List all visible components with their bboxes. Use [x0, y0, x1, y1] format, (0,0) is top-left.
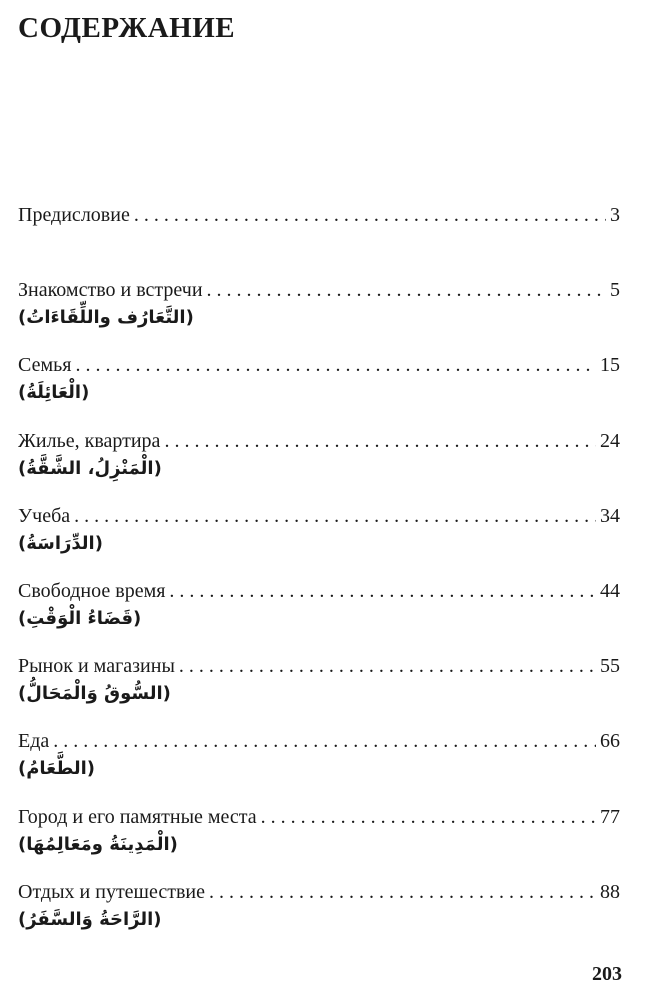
toc-entry-title: Семья [18, 354, 72, 377]
toc-entry-title: Жилье, квартира [18, 429, 161, 452]
toc-line [18, 202, 620, 228]
dot-leader [53, 728, 596, 754]
dot-leader [179, 653, 596, 679]
toc-line [18, 428, 620, 454]
toc-entry-page: 24 [600, 429, 620, 452]
toc-line [18, 578, 620, 604]
toc-entry-arabic-title: (قَضَاءُ الْوَقْتِ) [18, 607, 142, 629]
toc-line [18, 879, 620, 905]
page-title: СОДЕРЖАНИЕ [18, 12, 236, 44]
toc-line [18, 728, 620, 754]
toc-line [18, 277, 620, 303]
toc-entry-arabic-title: (الرَّاحَةُ وَالسَّفَرُ) [18, 908, 162, 930]
toc-entry[interactable] [18, 879, 620, 954]
toc-entry-title: Знакомство и встречи [18, 279, 203, 302]
toc-line [18, 503, 620, 529]
dot-leader [169, 578, 596, 604]
toc-entry[interactable] [18, 804, 620, 879]
toc-entry-title: Предисловие [18, 204, 130, 226]
dot-leader [74, 503, 596, 529]
toc-entry-page: 15 [600, 354, 620, 377]
toc-entry[interactable] [18, 653, 620, 728]
toc-entry-arabic-title: (الْمَنْزِلُ، الشَّقَّةُ) [18, 457, 162, 479]
toc-entry-arabic-title: (الْمَدِينَةُ ومَعَالِمُهَا) [18, 833, 178, 855]
toc-entry-arabic-title: (الدِّرَاسَةُ) [18, 532, 103, 554]
toc-line [18, 653, 620, 679]
dot-leader [75, 352, 596, 378]
toc-entry-title: Еда [18, 730, 50, 753]
dot-leader [134, 202, 606, 228]
toc-line [18, 804, 620, 830]
dot-leader [164, 428, 596, 454]
toc-entry[interactable] [18, 277, 620, 352]
toc-entry-page: 88 [600, 880, 620, 903]
toc-entry[interactable] [18, 428, 620, 503]
toc-entry-arabic-title: (الطَّعَامُ) [18, 758, 96, 780]
dot-leader [209, 879, 596, 905]
toc-entry[interactable] [18, 578, 620, 653]
toc-entry-page: 77 [600, 805, 620, 828]
page-number: 203 [592, 963, 622, 985]
toc-entry[interactable] [18, 202, 620, 277]
toc-entry-page: 3 [610, 204, 620, 226]
toc-entry-arabic-title: (الْعَائِلَةُ) [18, 382, 90, 404]
toc-entry-title: Город и его памятные места [18, 805, 257, 828]
dot-leader [261, 804, 596, 830]
dot-leader [207, 277, 606, 303]
toc-entry-page: 5 [610, 279, 620, 302]
toc-entry[interactable] [18, 352, 620, 427]
toc-entry-title: Свободное время [18, 579, 166, 602]
toc-entry[interactable] [18, 503, 620, 578]
toc-line [18, 352, 620, 378]
toc-entry[interactable] [18, 728, 620, 803]
toc-entry-title: Учеба [18, 504, 71, 527]
toc-entry-arabic-title: (التَّعَارُف واللِّقَاءَاتُ) [18, 307, 194, 329]
toc-entry-page: 66 [600, 730, 620, 753]
toc-entry-page: 34 [600, 504, 620, 527]
toc-entry-page: 55 [600, 655, 620, 678]
toc-entry-title: Отдых и путешествие [18, 880, 205, 903]
toc-entry-title: Рынок и магазины [18, 655, 175, 678]
table-of-contents [18, 202, 620, 954]
toc-entry-arabic-title: (السُّوقُ وَالْمَحَالُّ) [18, 683, 171, 705]
toc-entry-page: 44 [600, 579, 620, 602]
